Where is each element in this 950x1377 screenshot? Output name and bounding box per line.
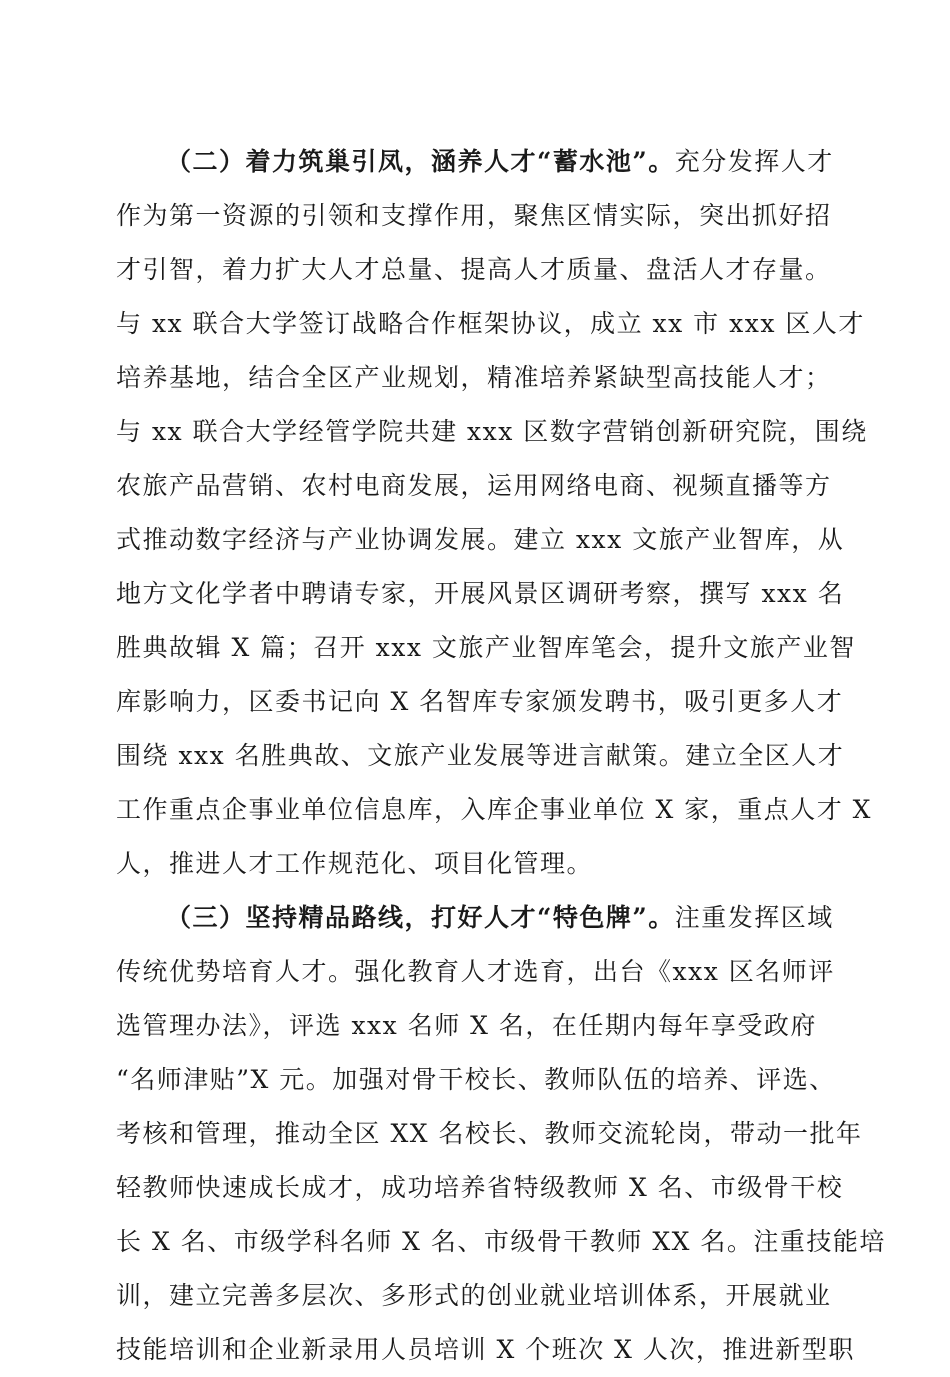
section-two-line-8: 地方文化学者中聘请专家，开展风景区调研考察，撰写 xxx 名 <box>116 579 845 608</box>
section-two-heading: （二）着力筑巢引凤，涵养人才“蓄水池”。 <box>166 147 675 176</box>
section-three-line-8: 技能培训和企业新录用人员培训 X 个班次 X 人次，推进新型职 <box>116 1335 855 1364</box>
section-three-line-0: 注重发挥区域 <box>674 903 834 932</box>
section-two-line-7: 式推动数字经济与产业协调发展。建立 xxx 文旅产业智库，从 <box>116 525 845 554</box>
section-two-line-0: 充分发挥人才 <box>674 147 834 176</box>
section-two-line-5: 与 xx 联合大学经管学院共建 xxx 区数字营销创新研究院，围绕 <box>116 417 868 446</box>
section-three-line-1: 传统优势培育人才。强化教育人才选育，出台《xxx 区名师评 <box>116 957 835 986</box>
section-three-line-5: 轻教师快速成长成才，成功培养省特级教师 X 名、市级骨干校 <box>116 1173 844 1202</box>
document-body <box>116 135 886 1377</box>
section-two-line-3: 与 xx 联合大学签订战略合作框架协议，成立 xx 市 xxx 区人才 <box>116 309 865 338</box>
section-two-line-13: 人，推进人才工作规范化、项目化管理。 <box>116 849 594 878</box>
section-three-line-2: 选管理办法》，评选 xxx 名师 X 名，在任期内每年享受政府 <box>116 1011 817 1040</box>
section-two-line-11: 围绕 xxx 名胜典故、文旅产业发展等进言献策。建立全区人才 <box>116 741 845 770</box>
section-two-line-12: 工作重点企事业单位信息库，入库企事业单位 X 家，重点人才 X <box>116 795 872 824</box>
section-two-line-4: 培养基地，结合全区产业规划，精准培养紧缺型高技能人才； <box>116 363 832 392</box>
section-two-line-2: 才引智，着力扩大人才总量、提高人才质量、盘活人才存量。 <box>116 255 832 284</box>
section-two-line-10: 库影响力，区委书记向 X 名智库专家颁发聘书，吸引更多人才 <box>116 687 844 716</box>
section-three-line-7: 训，建立完善多层次、多形式的创业就业培训体系，开展就业 <box>116 1281 832 1310</box>
section-three-line-4: 考核和管理，推动全区 XX 名校长、教师交流轮岗，带动一批年 <box>116 1119 863 1148</box>
section-three-first-line <box>116 891 836 945</box>
section-two-line-9: 胜典故辑 X 篇；召开 xxx 文旅产业智库笔会，提升文旅产业智 <box>116 633 856 662</box>
section-two-first-line <box>116 135 836 189</box>
section-two-line-1: 作为第一资源的引领和支撑作用，聚焦区情实际，突出抓好招 <box>116 201 832 230</box>
section-three-heading: （三）坚持精品路线，打好人才“特色牌”。 <box>166 903 675 932</box>
section-three-line-6: 长 X 名、市级学科名师 X 名、市级骨干教师 XX 名。注重技能培 <box>116 1227 886 1256</box>
section-three-line-3: “名师津贴”X 元。加强对骨干校长、教师队伍的培养、评选、 <box>116 1065 836 1094</box>
section-two-line-6: 农旅产品营销、农村电商发展，运用网络电商、视频直播等方 <box>116 471 832 500</box>
